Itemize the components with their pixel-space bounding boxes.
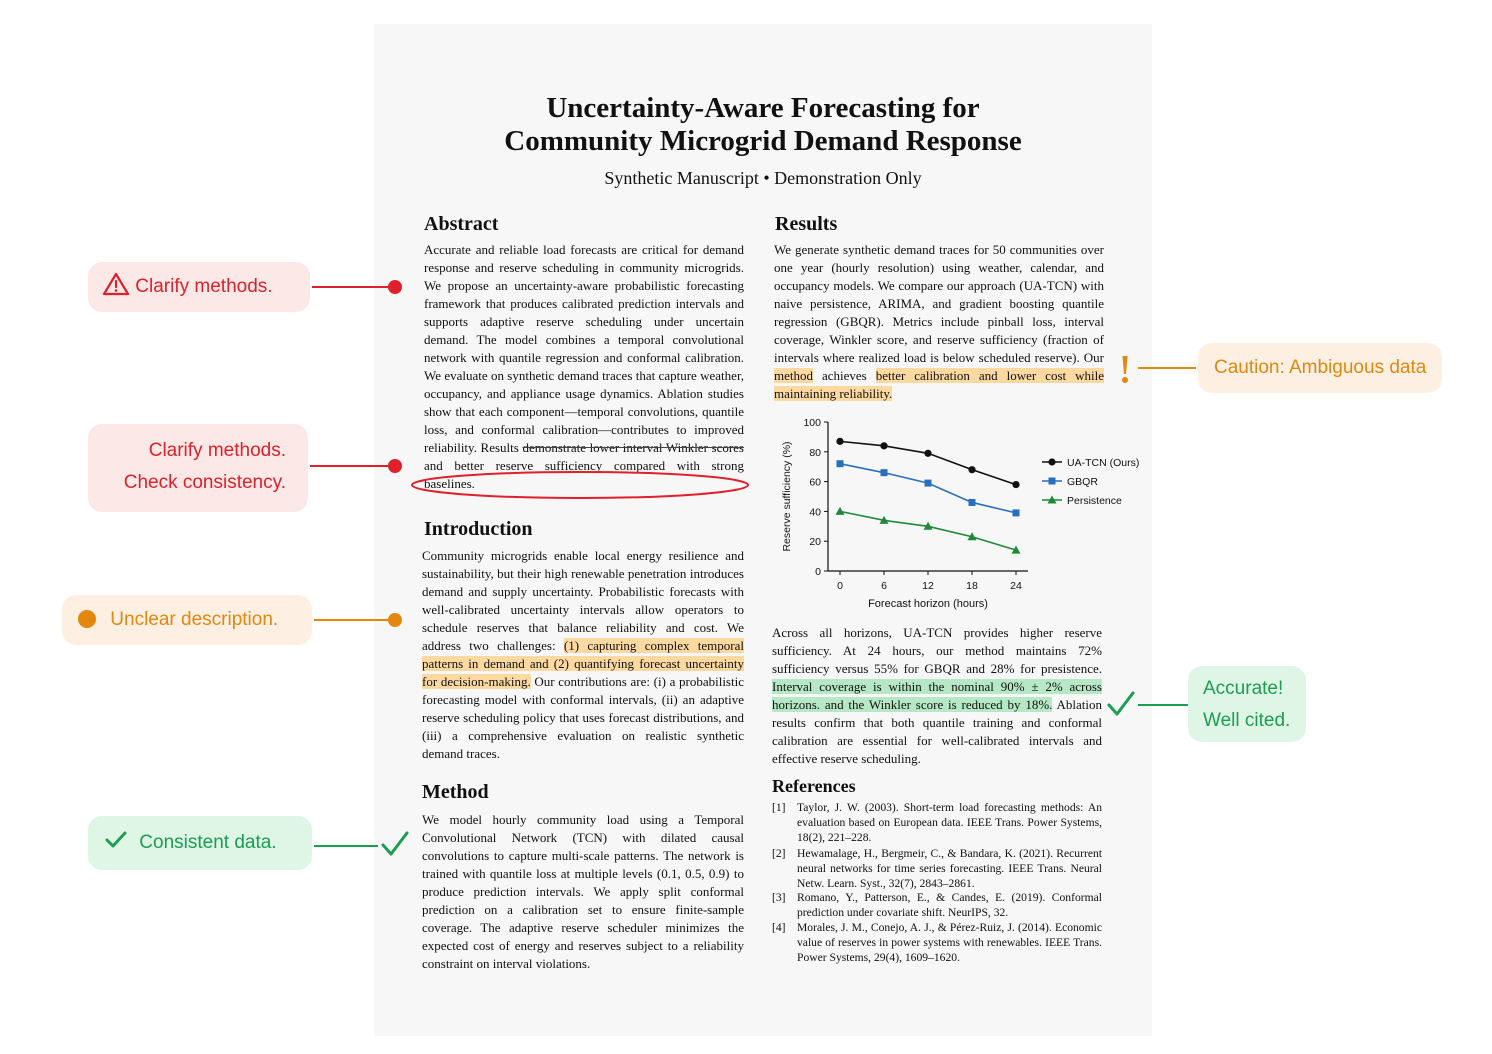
- method-heading: Method: [422, 781, 489, 803]
- references-heading: References: [772, 776, 856, 796]
- abstract-heading: Abstract: [424, 213, 499, 235]
- data-point: [836, 507, 845, 515]
- paper-title-line1: Uncertainty-Aware Forecasting for: [546, 92, 980, 124]
- callout-clarify-methods[interactable]: [88, 262, 310, 312]
- callout-caution-ambiguous[interactable]: [1198, 343, 1442, 393]
- results-text2-highlight: Interval coverage is within the nominal 90% ± 2% across horizons. and the Winkler score is reduced by 18%.: [772, 679, 1102, 712]
- red-ellipse-markup: [410, 470, 752, 500]
- x-tick-label: 24: [1010, 580, 1022, 592]
- callout-text-line1: Accurate!: [1203, 678, 1284, 699]
- introduction-heading: Introduction: [424, 518, 533, 540]
- callout-text: Unclear description.: [110, 609, 279, 630]
- legend-marker: [1049, 478, 1056, 485]
- results-text: [774, 241, 1104, 403]
- reference-text: Morales, J. M., Conejo, A. J., & Pérez-Ruiz, J. (2014). Economic value of reserves in power systems with renewables. IEEE Trans. Power Systems, 29(4), 1609–1620.: [797, 921, 1102, 964]
- results-highlight-claim: better calibration and lower cost while maintaining reliability.: [774, 368, 1104, 401]
- introduction-text-before: Community microgrids enable local energy resilience and sustainability, but their high renewable penetration introduces demand and supply uncertainty. Probabilistic forecasts with well-calibrated uncertainty intervals allow operators to schedule reserves that balance reliability and cost. We address two challenges:: [422, 548, 744, 653]
- paper-title-line2: Community Microgrid Demand Response: [504, 125, 1022, 157]
- y-tick-label: 40: [809, 506, 821, 519]
- legend-label: GBQR: [1067, 476, 1098, 488]
- reference-text: Hewamalage, H., Bergmeir, C., & Bandara, K. (2021). Recurrent neural networks for time series forecasting. IEEE Trans. Neural Netw. Learn. Syst., 32(7), 2843–2861.: [797, 847, 1102, 890]
- data-point: [968, 466, 975, 473]
- connector-line: [1138, 704, 1188, 706]
- results-text2-before: Across all horizons, UA-TCN provides higher reserve sufficiency. At 24 hours, our method maintains 72% sufficiency versus 55% for GBQR and 28% for presistence.: [772, 625, 1102, 676]
- callout-consistent-data[interactable]: [88, 816, 312, 870]
- data-point: [969, 499, 976, 506]
- warning-triangle-icon: [102, 272, 130, 307]
- series-line-2: [840, 511, 1016, 550]
- method-text: We model hourly community load using a Temporal Convolutional Network (TCN) with dilated causal convolutions to capture multi-scale patterns. The network is trained with quantile loss at multiple levels (0.1, 0.5, 0.9) to produce prediction intervals. We apply split conformal prediction on a calibration set to ensure finite-sample coverage. The adaptive reserve scheduler minimizes the expected cost of energy and reserves subject to a reliability constraint on interval violations.: [422, 812, 744, 971]
- exclamation-icon: [1117, 354, 1133, 384]
- data-point: [1013, 509, 1020, 516]
- checkmark-icon: [104, 829, 128, 861]
- callout-text: Clarify methods.: [135, 276, 273, 297]
- results-text-2: [772, 624, 1102, 768]
- callout-text-line2: Well cited.: [1203, 710, 1291, 731]
- legend-marker: [1048, 458, 1055, 465]
- callout-text-line2: Check consistency.: [123, 472, 286, 493]
- introduction-text: [422, 547, 744, 763]
- callout-text: Consistent data.: [139, 832, 277, 853]
- connector-line: [310, 465, 394, 467]
- y-tick-label: 20: [809, 536, 821, 549]
- y-tick-label: 60: [809, 476, 821, 489]
- callout-accurate-well-cited[interactable]: [1188, 666, 1306, 742]
- y-tick-label: 0: [815, 566, 821, 578]
- x-tick-label: 6: [881, 580, 887, 592]
- abstract-text: [424, 241, 744, 493]
- legend-label: Persistence: [1067, 495, 1122, 507]
- results-text-before: We generate synthetic demand traces for 50 communities over one year (hourly resolution) using weather, calendar, and occupancy models. We compare our approach (UA-TCN) with naive persistence, ARIMA, and gradient boosting quantile regression (GBQR). Metrics include pinball loss, interval coverage, Winkler score, and reserve sufficiency (fraction of intervals where realized load is below scheduled reserve). Our: [774, 242, 1104, 365]
- series-line-0: [840, 441, 1016, 484]
- reference-number: [3]: [772, 891, 786, 904]
- anchor-dot: [388, 280, 402, 294]
- reference-number: [4]: [772, 921, 786, 934]
- reference-text: Taylor, J. W. (2003). Short-term load forecasting methods: An evaluation based on European data. IEEE Trans. Power Systems, 18(2), 221–228.: [797, 801, 1102, 844]
- checkmark-icon: [380, 830, 410, 858]
- results-text2-after: Ablation results confirm that both quantile training and conformal calibration are essential for well-calibrated intervals and effective reserve scheduling.: [772, 697, 1103, 766]
- connector-line: [1138, 367, 1196, 369]
- data-point: [880, 442, 887, 449]
- reference-number: [1]: [772, 801, 786, 814]
- paper-subtitle: Synthetic Manuscript • Demonstration Only: [604, 168, 922, 188]
- y-tick-label: 100: [803, 417, 821, 429]
- abstract-text-main: Accurate and reliable load forecasts are critical for demand response and reserve scheduling in community microgrids. We propose an uncertainty-aware probabilistic forecasting framework that produces calibrated prediction intervals and supports adaptive reserve scheduling under uncertain demand. The model combines a temporal convolutional network with quantile regression and conformal calibration. We evaluate on synthetic demand traces that capture weather, occupancy, and appliance usage dynamics. Ablation studies show that each component—temporal convolutions, quantile loss, and conformal calibration—contributes to improved reliability. Results: [424, 242, 744, 455]
- x-axis-label: Forecast horizon (hours): [868, 598, 988, 610]
- legend-label: UA-TCN (Ours): [1067, 457, 1140, 469]
- data-point: [837, 460, 844, 467]
- y-tick-label: 80: [809, 446, 821, 459]
- x-tick-label: 12: [922, 580, 934, 592]
- introduction-text-after: Our contributions are: (i) a probabilistic forecasting model with conformal intervals, (ii) an adaptive reserve scheduling policy that uses forecast distributions, and (iii) a comprehensive evaluation on realistic synthetic demand traces.: [422, 674, 744, 761]
- data-point: [881, 469, 888, 476]
- data-point: [925, 480, 932, 487]
- series-line-1: [840, 464, 1016, 513]
- orange-dot-icon: [78, 610, 96, 628]
- results-heading: Results: [775, 213, 838, 235]
- reserve-sufficiency-chart: [772, 412, 1152, 617]
- data-point: [836, 438, 843, 445]
- abstract-text-end: and better reserve sufficiency compared with strong baselines.: [424, 458, 744, 491]
- abstract-struck-text: demonstrate lower interval Winkler scores: [522, 440, 744, 455]
- callout-text-line1: Clarify methods.: [148, 440, 286, 461]
- y-axis-label: Reserve sufficiency (%): [781, 441, 793, 552]
- connector-line: [314, 619, 394, 621]
- connector-line: [314, 845, 378, 847]
- checkmark-icon: [1106, 690, 1136, 718]
- x-tick-label: 18: [966, 580, 978, 592]
- connector-line: [312, 286, 394, 288]
- reference-text: Romano, Y., Patterson, E., & Candes, E. (2019). Conformal prediction under covariate shift. NeurIPS, 32.: [797, 891, 1102, 919]
- anchor-dot: [388, 459, 402, 473]
- results-text-mid: achieves: [813, 368, 876, 383]
- introduction-highlight: (1) capturing complex temporal patterns in demand and (2) quantifying forecast uncertainty for decision-making.: [422, 638, 744, 689]
- callout-unclear-description[interactable]: [62, 595, 312, 645]
- reference-number: [2]: [772, 847, 786, 860]
- results-highlight-method: method: [774, 368, 813, 383]
- anchor-dot: [388, 613, 402, 627]
- data-point: [1012, 481, 1019, 488]
- data-point: [924, 450, 931, 457]
- callout-text: Caution: Ambiguous data: [1214, 357, 1427, 378]
- callout-clarify-check[interactable]: [88, 424, 308, 512]
- x-tick-label: 0: [837, 580, 843, 592]
